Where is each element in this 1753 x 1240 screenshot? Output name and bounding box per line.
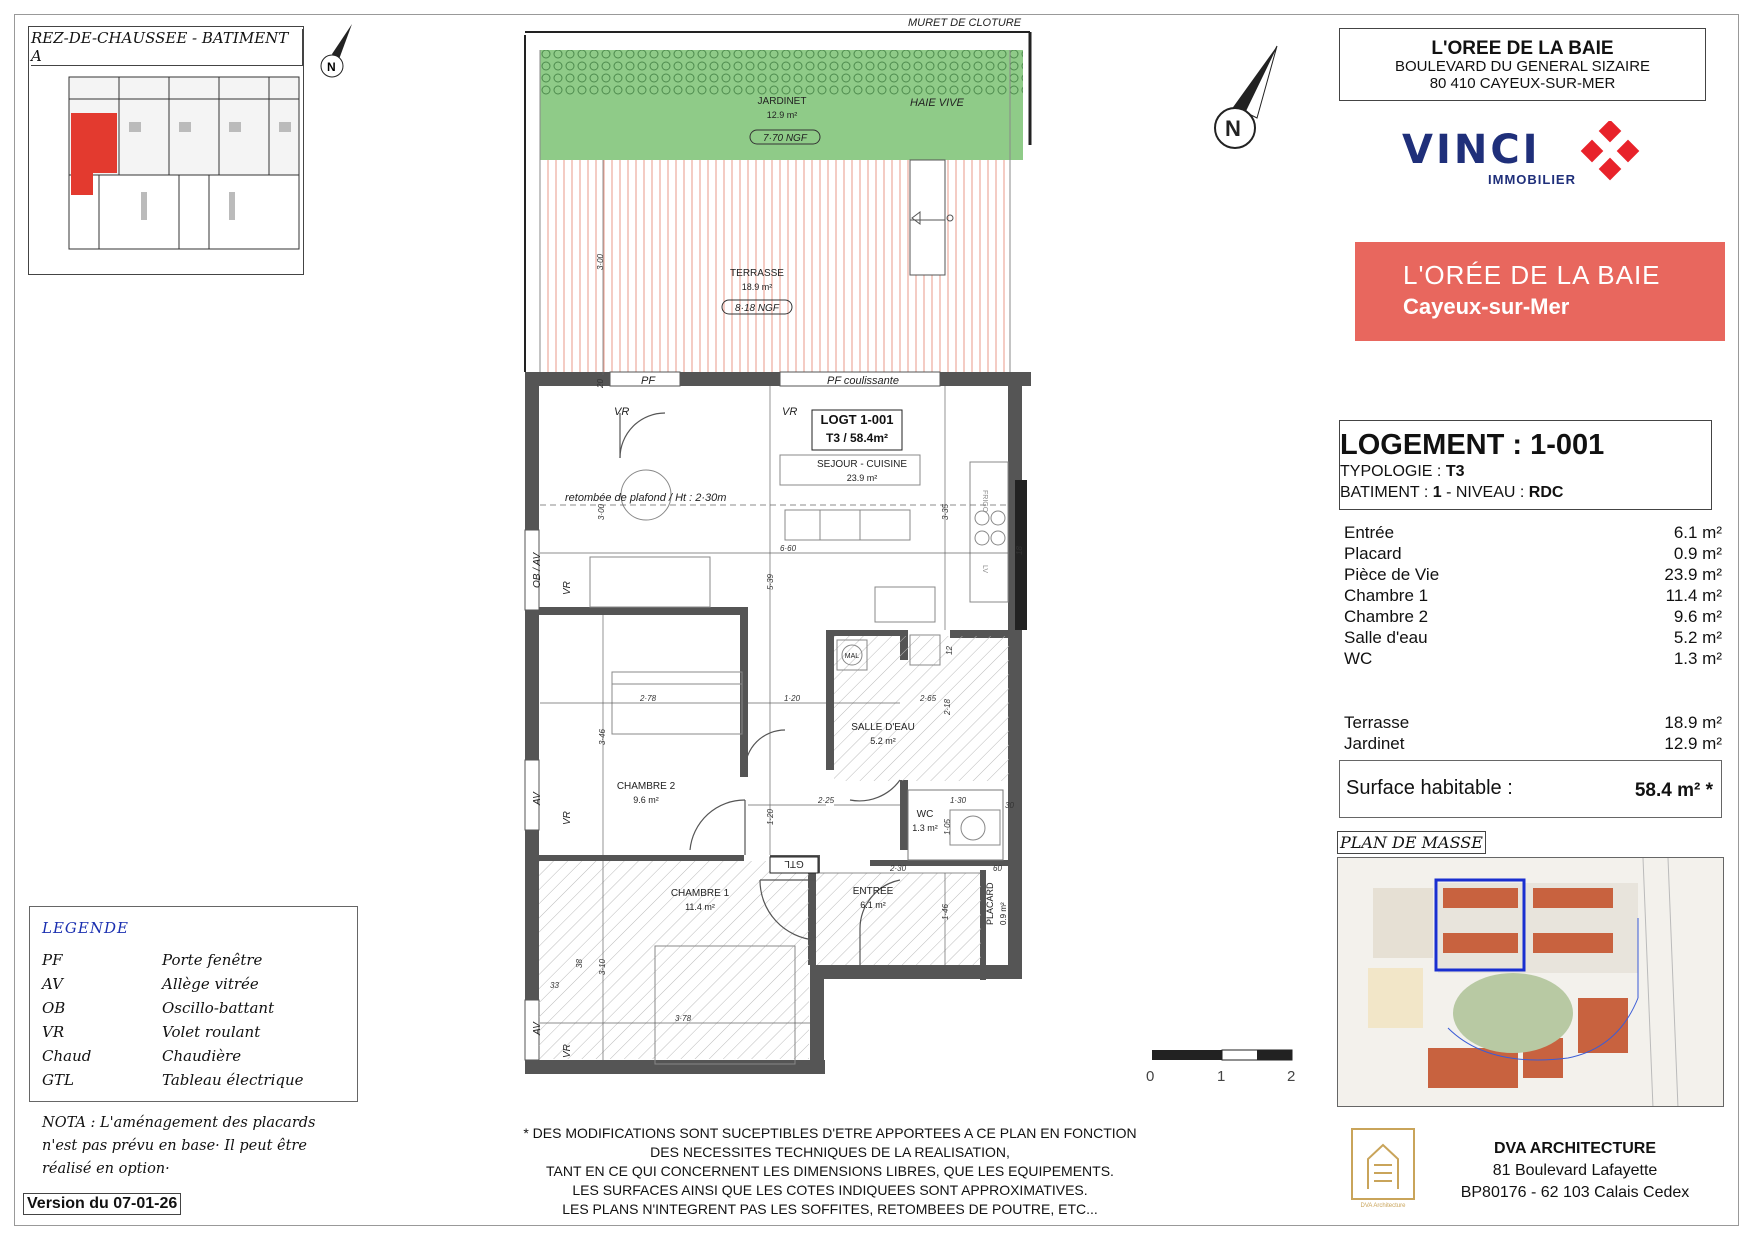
sde-area-label: 5.2 m² <box>870 736 896 746</box>
dim-text: 33 <box>550 981 559 990</box>
legend-value: Tableau électrique <box>162 1071 304 1089</box>
surface-value: 9.6 m² <box>1673 607 1722 626</box>
ch2-area-label: 9.6 m² <box>633 795 659 805</box>
architect-address-2: BP80176 - 62 103 Calais Cedex <box>1460 1184 1690 1201</box>
surface-value: 0.9 m² <box>1673 544 1722 563</box>
legend-key: GTL <box>42 1071 74 1089</box>
legend-value: Volet roulant <box>162 1023 261 1041</box>
nota-line-2: n'est pas prévu en base· Il peut être <box>42 1138 307 1154</box>
legend-value: Allège vitrée <box>162 975 259 993</box>
project-title-block <box>1339 28 1706 101</box>
logt-label: LOGT 1-001 <box>820 412 894 427</box>
frigo-label: FRIGO <box>981 490 988 513</box>
legend-key: Chaud <box>42 1047 92 1065</box>
surface-row <box>1344 586 1722 607</box>
dim-text: 60 <box>993 864 1002 873</box>
pf-label: PF <box>641 375 656 387</box>
wc-area-label: 1.3 m² <box>912 823 938 833</box>
dva-logo-text: DVA Architecture <box>1360 1203 1406 1209</box>
placard-area-label: 0.9 m² <box>999 902 1008 925</box>
lv-label: LV <box>981 565 988 574</box>
dim-text: 5·39 <box>766 573 775 590</box>
architect-address-1: 81 Boulevard Lafayette <box>1492 1162 1658 1179</box>
dim-text: 1·30 <box>950 796 967 805</box>
habitable-label: Surface habitable : <box>1346 777 1513 799</box>
vr-label-2: VR <box>782 406 798 418</box>
dim-text: 1·05 <box>943 818 952 835</box>
scale-tick-2: 2 <box>1287 1068 1296 1085</box>
logement-title: LOGEMENT : 1-001 <box>1340 429 1605 461</box>
surface-value: 23.9 m² <box>1664 565 1722 584</box>
exterior-row <box>1344 713 1722 734</box>
legend-box <box>29 906 358 1102</box>
dim-text: 2·78 <box>640 694 657 703</box>
dim-text: 3·35 <box>941 503 950 520</box>
ch1-area-label: 11.4 m² <box>685 902 715 912</box>
av-label-1: AV <box>532 792 543 805</box>
dim-text: 3·00 <box>596 253 605 270</box>
surface-row <box>1344 628 1722 649</box>
surface-row <box>1344 523 1722 544</box>
dim-text: 1·46 <box>941 903 950 920</box>
nota-line-1: NOTA : L'aménagement des placards <box>42 1115 316 1131</box>
niveau-value: RDC <box>1528 484 1564 501</box>
legend-title: LEGENDE <box>42 919 129 937</box>
legend-key: AV <box>42 975 63 993</box>
rdc-key-plan <box>28 26 304 275</box>
legend-key: OB <box>42 999 66 1017</box>
wc-label: WC <box>916 809 934 820</box>
batiment-value: 1 <box>1432 484 1442 501</box>
vinci-logo-name: VINCI <box>1402 127 1541 173</box>
sejour-label: SEJOUR - CUISINE <box>816 459 908 470</box>
dim-text: 30 <box>1005 801 1014 810</box>
sde-label: SALLE D'EAU <box>851 722 915 733</box>
dim-text: 1·20 <box>784 694 801 703</box>
project-name: L'OREE DE LA BAIE <box>1431 38 1614 59</box>
architect-block <box>1430 1138 1720 1204</box>
surface-habitable-box <box>1339 760 1722 818</box>
av-label-2: AV <box>532 1022 543 1035</box>
dim-text: 38 <box>575 959 584 968</box>
project-brand-banner <box>1355 242 1725 341</box>
project-address-2: 80 410 CAYEUX-SUR-MER <box>1429 75 1616 93</box>
exterior-row <box>1344 734 1722 755</box>
vr-label-4: VR <box>562 811 573 825</box>
plan-masse-label: PLAN DE MASSE <box>1337 831 1486 854</box>
svg-text:N: N <box>1225 116 1241 141</box>
dim-text: 18 <box>1015 546 1024 555</box>
surface-label: Chambre 1 <box>1344 586 1429 605</box>
plan-masse-drawing <box>1338 858 1724 1107</box>
entree-area-label: 6.1 m² <box>860 900 886 910</box>
niveau-label: - NIVEAU : <box>1441 484 1529 501</box>
brand-line-2: Cayeux-sur-Mer <box>1403 294 1570 319</box>
dva-logo-icon <box>1350 1127 1416 1209</box>
ch2-label: CHAMBRE 2 <box>616 781 676 792</box>
surface-value: 5.2 m² <box>1673 628 1722 647</box>
logement-typologie <box>1340 463 1464 481</box>
typologie-label: TYPOLOGIE : <box>1340 463 1446 480</box>
legend-key: VR <box>42 1023 65 1041</box>
legend-value: Porte fenêtre <box>162 951 263 969</box>
exterior-value: 18.9 m² <box>1664 713 1722 732</box>
scale-tick-0: 0 <box>1146 1068 1155 1085</box>
nota-line-3: réalisé en option· <box>42 1161 170 1177</box>
dim-text: 2·65 <box>920 694 937 703</box>
habitable-value: 58.4 m² * <box>1634 780 1713 801</box>
surface-row <box>1344 607 1722 628</box>
brand-line-1: L'ORÉE DE LA BAIE <box>1403 260 1661 290</box>
vinci-logo-sub: IMMOBILIER <box>1488 172 1576 187</box>
terrasse-area-label: 18.9 m² <box>741 282 773 292</box>
entree-label: ENTREE <box>852 886 894 897</box>
vr-label-3: VR <box>562 581 573 595</box>
muret-label: MURET DE CLOTURE <box>908 17 1022 29</box>
surface-value: 6.1 m² <box>1673 523 1722 542</box>
legend-key: PF <box>42 951 63 969</box>
vr-label-5: VR <box>562 1044 573 1058</box>
disclaimer-line: DES NECESSITES TECHNIQUES DE LA REALISATION, <box>650 1144 1010 1160</box>
haie-label: HAIE VIVE <box>910 97 964 109</box>
ngf-terrasse: 8·18 NGF <box>735 303 779 314</box>
exterior-label: Jardinet <box>1344 734 1405 753</box>
disclaimer-line: LES PLANS N'INTEGRENT PAS LES SOFFITES, RETOMBEES DE POUTRE, ETC... <box>562 1201 1098 1217</box>
disclaimer-block <box>430 1124 1230 1219</box>
dim-text: 3·78 <box>675 1014 692 1023</box>
sejour-area-label: 23.9 m² <box>846 473 878 483</box>
vr-label-1: VR <box>614 406 630 418</box>
vinci-cross-icon <box>1580 121 1650 187</box>
terrasse-label: TERRASSE <box>730 268 784 279</box>
ob-av-label: OB / AV <box>532 552 543 588</box>
surface-label: WC <box>1344 649 1373 668</box>
dim-text: 12 <box>945 646 954 655</box>
legend-value: Chaudière <box>162 1047 242 1065</box>
exterior-value: 12.9 m² <box>1664 734 1722 753</box>
placard-label: PLACARD <box>985 882 995 925</box>
jardinet-label: JARDINET <box>757 96 807 107</box>
dim-text: 2·25 <box>818 796 835 805</box>
jardinet-area-label: 12.9 m² <box>766 110 798 120</box>
logement-block <box>1339 420 1712 510</box>
dim-text: 2·18 <box>943 698 952 715</box>
architect-name: DVA ARCHITECTURE <box>1493 1140 1657 1157</box>
surface-label: Pièce de Vie <box>1344 565 1440 584</box>
surface-value: 11.4 m² <box>1665 586 1722 605</box>
exterior-label: Terrasse <box>1344 713 1410 732</box>
dim-text: 2·30 <box>890 864 907 873</box>
ngf-jardinet: 7·70 NGF <box>763 133 807 144</box>
dim-text: 6·60 <box>780 544 797 553</box>
logt-sub-label: T3 / 58.4m² <box>825 431 889 445</box>
retombee-label: retombée de plafond / Ht : 2·30m <box>565 492 727 504</box>
rdc-mini-plan <box>29 27 305 276</box>
surface-label: Entrée <box>1344 523 1395 542</box>
rdc-highlight-apartment <box>71 113 117 173</box>
nota-block <box>42 1112 342 1181</box>
dim-text: 3·00 <box>597 503 606 520</box>
disclaimer-line: LES SURFACES AINSI QUE LES COTES INDIQUEES SONT APPROXIMATIVES. <box>572 1182 1088 1198</box>
dim-text: 20 <box>596 379 605 388</box>
typologie-value: T3 <box>1445 463 1465 480</box>
floor-plan <box>520 14 1040 1114</box>
dim-text: 3·10 <box>598 958 607 975</box>
scale-tick-1: 1 <box>1217 1068 1226 1085</box>
batiment-label: BATIMENT : <box>1340 484 1433 501</box>
legend-value: Oscillo-battant <box>162 999 275 1017</box>
logement-batiment <box>1340 484 1563 502</box>
vinci-logo <box>1402 127 1576 187</box>
ch1-label: CHAMBRE 1 <box>670 888 730 899</box>
dim-text: 3·46 <box>598 728 607 745</box>
surface-label: Salle d'eau <box>1344 628 1428 647</box>
project-address-1: BOULEVARD DU GENERAL SIZAIRE <box>1394 58 1651 76</box>
mal-label: MAL <box>844 653 860 660</box>
north-arrow-small-icon <box>318 22 358 82</box>
dim-text: 1·20 <box>766 808 775 825</box>
disclaimer-line: TANT EN CE QUI CONCERNENT LES DIMENSIONS LIBRES, QUE LES EQUIPEMENTS. <box>546 1163 1114 1179</box>
surface-label: Chambre 2 <box>1344 607 1429 626</box>
svg-text:N: N <box>327 60 336 74</box>
gtl-label: GTL <box>784 858 804 869</box>
surface-label: Placard <box>1344 544 1402 563</box>
north-arrow-icon <box>1205 44 1285 154</box>
version-label: Version du 07-01-26 <box>23 1193 181 1215</box>
surface-row <box>1344 565 1722 586</box>
surface-row <box>1344 544 1722 565</box>
surface-row <box>1344 649 1722 670</box>
pf-coulissante-label: PF coulissante <box>827 375 899 387</box>
rdc-label: REZ-DE-CHAUSSEE - BATIMENT A <box>31 29 303 66</box>
surface-value: 1.3 m² <box>1673 649 1722 668</box>
disclaimer-line: * DES MODIFICATIONS SONT SUCEPTIBLES D'ETRE APPORTEES A CE PLAN EN FONCTION <box>523 1125 1137 1141</box>
plan-masse-map <box>1337 857 1724 1107</box>
